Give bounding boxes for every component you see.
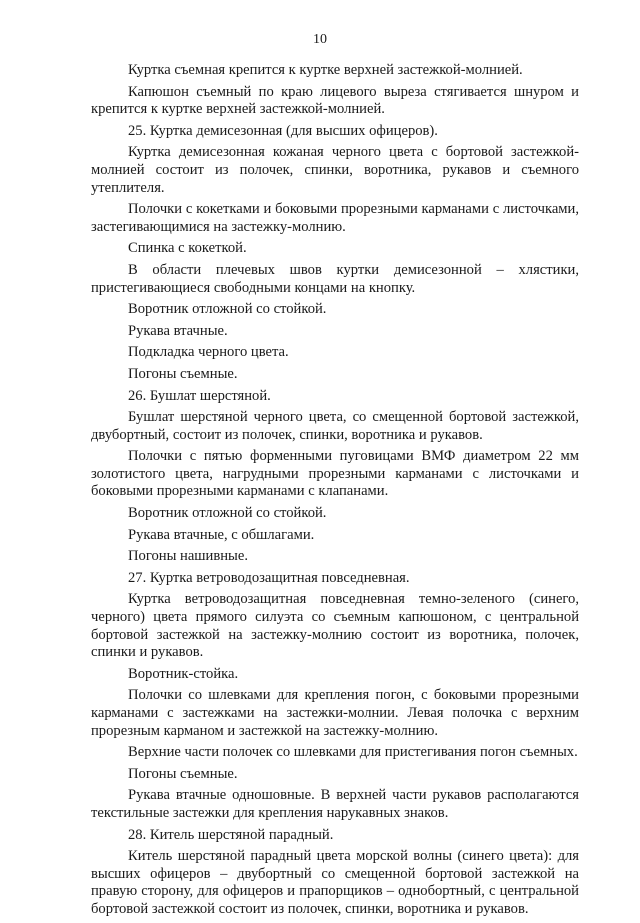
paragraph: Куртка съемная крепится к куртке верхней застежкой-молнией. — [128, 62, 523, 78]
page-number: 10 — [313, 32, 327, 47]
paragraph: Рукава втачные, с обшлагами. — [128, 526, 315, 543]
document-body — [91, 62, 579, 923]
paragraph: Воротник-стойка. — [128, 665, 239, 682]
paragraph: Верхние части полочек со шлевками для пристегивания погон съемных. — [128, 744, 578, 761]
paragraph: Полочки со шлевками для крепления погон, с боковыми прорезными карманами с застежками на застежки-молнии. Левая полочка с верхним прорезным карманом и застежкой на застежку-молнию. — [91, 687, 579, 739]
section-heading-27: 27. Куртка ветроводозащитная повседневная. — [128, 569, 410, 586]
paragraph: Погоны съемные. — [128, 765, 238, 782]
section-heading-28: 28. Китель шерстяной парадный. — [128, 826, 334, 843]
paragraph: Воротник отложной со стойкой. — [128, 505, 327, 522]
paragraph: Бушлат шерстяной черного цвета, со смещенной бортовой застежкой, двубортный, состоит из полочек, спинки, воротника и рукавов. — [91, 409, 579, 443]
paragraph: Китель шерстяной парадный цвета морской волны (синего цвета): для высших офицеров – двубортный со смещенной бортовой застежкой на правую сторону, для офицеров и прапорщиков – однобортный, с центральной бортовой застежкой состоит из полочек, спинки, воротника и рукавов. — [91, 848, 579, 917]
paragraph: Подкладка черного цвета. — [128, 344, 289, 361]
paragraph: Куртка демисезонная кожаная черного цвета с бортовой застежкой-молнией состоит из полочек, спинки, воротника, рукавов и съемного утеплителя. — [91, 144, 579, 196]
section-heading-26: 26. Бушлат шерстяной. — [128, 387, 271, 404]
paragraph: Погоны съемные. — [128, 365, 238, 382]
paragraph: Куртка ветроводозащитная повседневная темно-зеленого (синего, черного) цвета прямого силуэта со съемным капюшоном, с центральной бортовой застежкой на застежку-молнию состоит из воротника, полочек, спинки и рукавов. — [91, 591, 579, 661]
paragraph: Спинка с кокеткой. — [128, 240, 247, 257]
paragraph: Погоны нашивные. — [128, 548, 248, 565]
paragraph: Воротник отложной со стойкой. — [128, 301, 327, 318]
paragraph: Капюшон съемный по краю лицевого выреза стягивается шнуром и крепится к куртке верхней застежкой-молнией. — [91, 83, 579, 118]
paragraph: Рукава втачные одношовные. В верхней части рукавов располагаются текстильные застежки для крепления нарукавных знаков. — [91, 787, 579, 821]
paragraph: В области плечевых швов куртки демисезонной – хлястики, пристегивающиеся свободными концами на кнопку. — [91, 261, 579, 296]
section-heading-25: 25. Куртка демисезонная (для высших офицеров). — [128, 122, 438, 139]
paragraph: Полочки с пятью форменными пуговицами ВМФ диаметром 22 мм золотистого цвета, нагрудными прорезными карманами с листочками и боковыми прорезными карманами с клапанами. — [91, 448, 579, 500]
paragraph: Полочки с кокетками и боковыми прорезными карманами с листочками, застегивающимися на застежку-молнию. — [91, 201, 579, 235]
paragraph: Рукава втачные. — [128, 322, 228, 339]
